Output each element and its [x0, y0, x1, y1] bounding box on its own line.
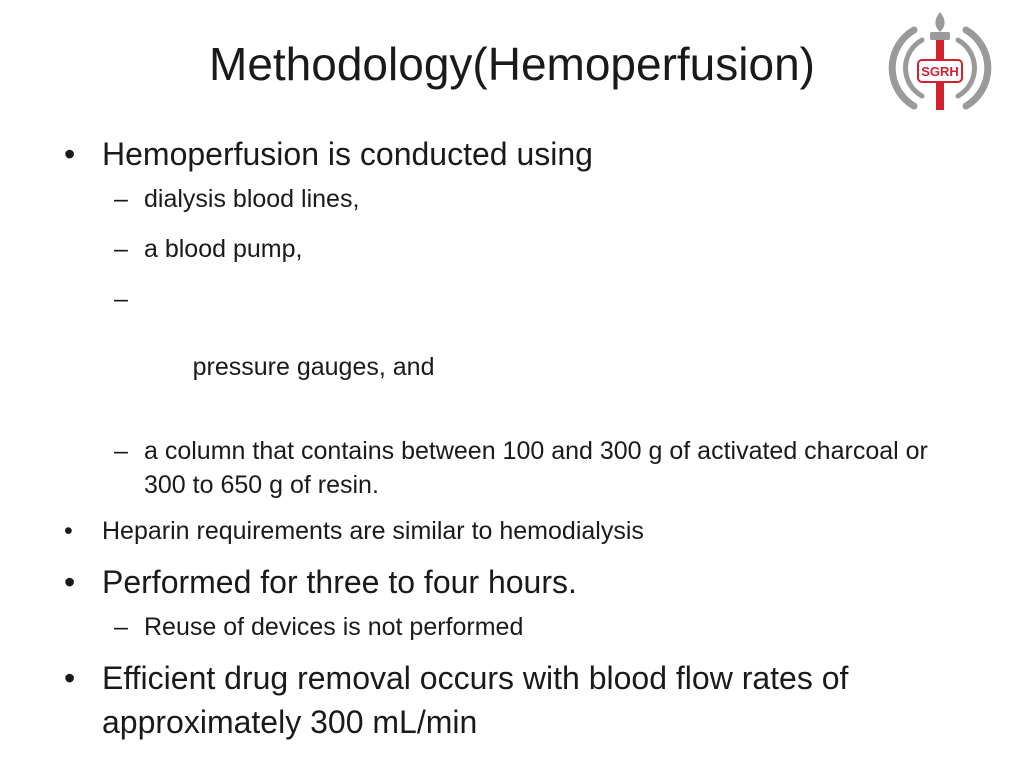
bullet-text: Heparin requirements are similar to hemodialysis — [102, 517, 644, 545]
list-item — [64, 656, 964, 744]
bullet-icon: • — [64, 564, 76, 600]
dash-icon: – — [114, 285, 128, 313]
list-item — [64, 514, 964, 548]
slide-title: Methodology(Hemoperfusion) — [209, 38, 815, 90]
list-subitem — [64, 282, 964, 418]
list-item — [64, 132, 964, 176]
dash-icon: – — [114, 437, 128, 465]
list-subitem — [64, 434, 964, 502]
bullet-icon: • — [64, 660, 76, 696]
bullet-icon: • — [64, 136, 76, 172]
bullet-text: Performed for three to four hours. — [102, 564, 577, 600]
bullet-text: Hemoperfusion is conducted using — [102, 136, 593, 172]
subitem-text: pressure gauges, and — [185, 353, 435, 381]
subitem-text: Reuse of devices is not performed — [144, 613, 524, 641]
bullet-icon: • — [64, 517, 73, 545]
list-subitem — [64, 232, 964, 266]
bullet-list — [64, 132, 964, 744]
dash-icon: – — [114, 185, 128, 213]
logo-text: SGRH — [921, 64, 959, 79]
subitem-text: a blood pump, — [144, 235, 303, 263]
sgrh-logo-icon — [884, 8, 996, 120]
subitem-text: dialysis blood lines, — [144, 185, 360, 213]
list-item — [64, 560, 964, 604]
list-subitem — [64, 610, 964, 644]
dash-icon: – — [114, 613, 128, 641]
list-subitem — [64, 182, 964, 216]
subitem-text: a column that contains between 100 and 300 g of activated charcoal or 300 to 650 g of resin. — [144, 437, 928, 499]
dash-icon: – — [114, 235, 128, 263]
bullet-text: Efficient drug removal occurs with blood flow rates of approximately 300 mL/min — [102, 660, 849, 740]
